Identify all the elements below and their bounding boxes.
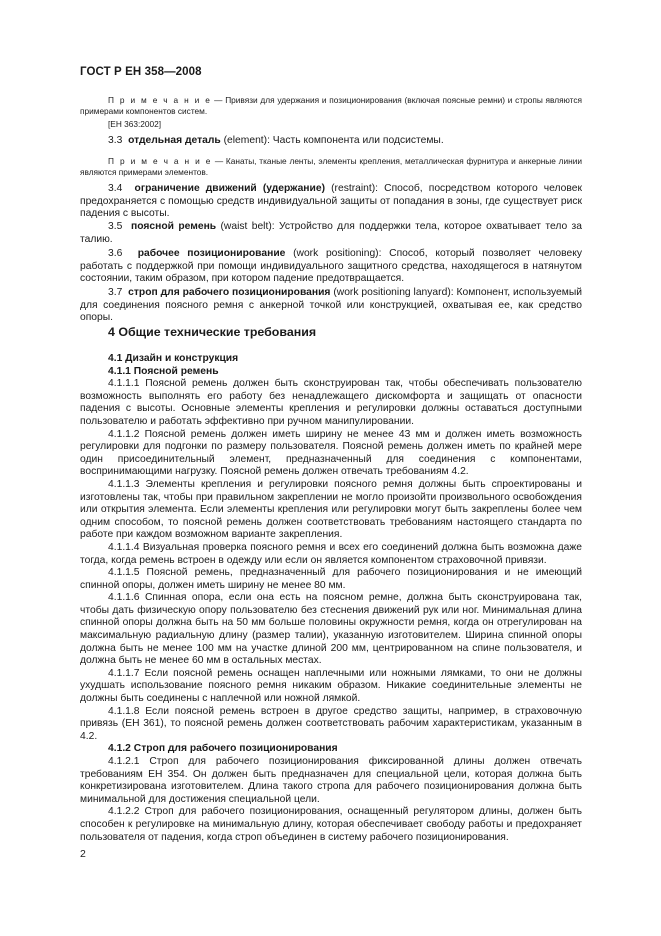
document-header: ГОСТ Р ЕН 358—2008 (80, 66, 202, 78)
note-1 (80, 95, 582, 117)
note-2 (80, 156, 582, 178)
definition-number: 3.5 (108, 221, 123, 232)
paragraph-4-1-1-5: 4.1.1.5 Поясной ремень, предназначенный для рабочего позиционирования и не имеющий спинной опоры, должен иметь ширину не менее 80 мм. (80, 567, 582, 591)
definition-text: (restraint): Способ, посредством которого человек предохраняется с помощью средств индивидуальной защиты от попадания в зоны, где существует риск падения с высоты. (80, 183, 582, 220)
definition-term: ограничение движений (удержание) (134, 183, 326, 194)
definition-3-6 (80, 248, 582, 286)
paragraph-4-1-1-1: 4.1.1.1 Поясной ремень должен быть сконструирован так, чтобы обеспечивать пользователю возможность выполнять его работу без ненадлежащего дискомфорта и защищать от опасности падения с высоты. Основные элементы крепления и регулировки должны оставаться доступными пользователю и работать эффективно при ручном манипулировании. (80, 378, 582, 427)
subsection-4-1-heading: 4.1 Дизайн и конструкция (108, 353, 239, 364)
definition-3-5 (80, 221, 582, 246)
paragraph-4-1-1-2: 4.1.1.2 Поясной ремень должен иметь ширину не менее 43 мм и должен иметь возможность регулировки для подгонки по размеру пользователя. Поясной ремень должен иметь по крайней мере один присоединительный элемент, предназначенный для соединения с компонентами, воспринимающими нагрузку. Поясной ремень должен отвечать требованиям 4.2. (80, 428, 582, 478)
definition-number: 3.6 (108, 248, 123, 259)
definition-3-3 (80, 135, 582, 148)
paragraph-4-1-2-2: 4.1.2.2 Строп для рабочего позиционирования, оснащенный регулятором длины, должен быть способен к регулировке на минимальную длину, которая обеспечивает свободу работы и предохраняет пользователя от падения, когда строп объединен в систему рабочего позиционирования. (80, 806, 582, 843)
page-number: 2 (80, 848, 86, 860)
reference-1: [ЕН 363:2002] (108, 119, 162, 129)
note-label: П р и м е ч а н и е (108, 95, 212, 105)
definition-term: рабочее позиционирование (137, 248, 286, 259)
definition-number: 3.7 (108, 287, 123, 298)
definition-number: 3.4 (108, 183, 123, 194)
definition-text: (work positioning): Способ, который позволяет человеку работать с поддержкой при помощи индивидуального защитного средства, находящегося в натянутом состоянии, таким образом, при котором падение предотвращается. (80, 248, 582, 285)
definition-text: (waist belt): Устройство для поддержки тела, которое охватывает тело за талию. (80, 221, 582, 245)
definition-3-4 (80, 183, 582, 221)
definition-number: 3.3 (108, 135, 123, 146)
paragraph-4-1-1-7: 4.1.1.7 Если поясной ремень оснащен наплечными или ножными лямками, то они не должны ухудшать использование поясного ремня никаким образом. Никакие соединительные элементы не должны быть соединены с наплечной или ножной лямкой. (80, 667, 582, 705)
paragraph-4-1-1-8: 4.1.1.8 Если поясной ремень встроен в другое средство защиты, например, в страховочную привязь (ЕН 361), то поясной ремень должен соответствовать рабочим характеристикам, указанным в 4.2. (80, 705, 582, 742)
definition-text: (element): Часть компонента или подсистемы. (220, 135, 444, 146)
paragraph-4-1-1-4: 4.1.1.4 Визуальная проверка поясного ремня и всех его соединений должна быть возможна даже тогда, когда ремень встроен в одежду или если он является компонентом страховочной привязи. (80, 541, 582, 566)
definition-3-7 (80, 287, 582, 325)
definition-text: (work positioning lanyard): Компонент, используемый для соединения поясного ремня с анкерной точкой или конструкцией, охватывая ее, как средство опоры. (80, 287, 582, 324)
note-label: П р и м е ч а н и е (108, 156, 213, 166)
definition-term: отдельная деталь (128, 135, 221, 146)
note-text: — Канаты, тканые ленты, элементы крепления, металлическая фурнитура и анкерные линии являются примерами элементов. (80, 156, 583, 178)
paragraph-4-1-1-6: 4.1.1.6 Спинная опора, если она есть на поясном ремне, должна быть сконструирована так, чтобы дать физическую опору пользователю без стеснения движений рук или ног. Минимальная длина спинной опоры должна быть на 50 мм больше половины окружности ремня, когда он отрегулирован на максимальную радиальную длину (размер талии), указанную изготовителем. Ширина спинной опоры должна быть не менее 100 мм на участке длиной 200 мм, центрированном на спине пользователя, и должна быть не менее 60 мм в остальных местах. (80, 592, 582, 667)
paragraph-4-1-1-3: 4.1.1.3 Элементы крепления и регулировки поясного ремня должны быть спроектированы и изготовлены так, чтобы при правильном закреплении не могло произойти произвольного освобождения или открытия элемента. Если элементы крепления или регулировки могут быть закреплены более чем одним способом, то поясной ремень должен соответствовать требованиям настоящего стандарта по работе при каждом возможном варианте закрепления. (80, 478, 582, 541)
subsection-4-1-1-heading: 4.1.1 Поясной ремень (108, 365, 219, 377)
definition-term: строп для рабочего позиционирования (128, 287, 331, 298)
section-4-body (80, 353, 582, 844)
subsection-4-1-2-heading: 4.1.2 Строп для рабочего позиционирования (108, 743, 338, 755)
definition-term: поясной ремень (131, 221, 217, 232)
paragraph-4-1-2-1: 4.1.2.1 Строп для рабочего позиционирования фиксированной длины должен отвечать требованиям ЕН 354. Он должен быть предназначен для специальной цели, которая должна быть конкретизирована изготовителем. Длина такого стропа для рабочего позиционирования должна быть минимальной для достижения специальной цели. (80, 756, 582, 805)
note-text: — Привязи для удержания и позиционирования (включая поясные ремни) и стропы являются примерами компонентов систем. (80, 95, 582, 117)
section-4-heading: 4 Общие технические требования (108, 325, 317, 339)
